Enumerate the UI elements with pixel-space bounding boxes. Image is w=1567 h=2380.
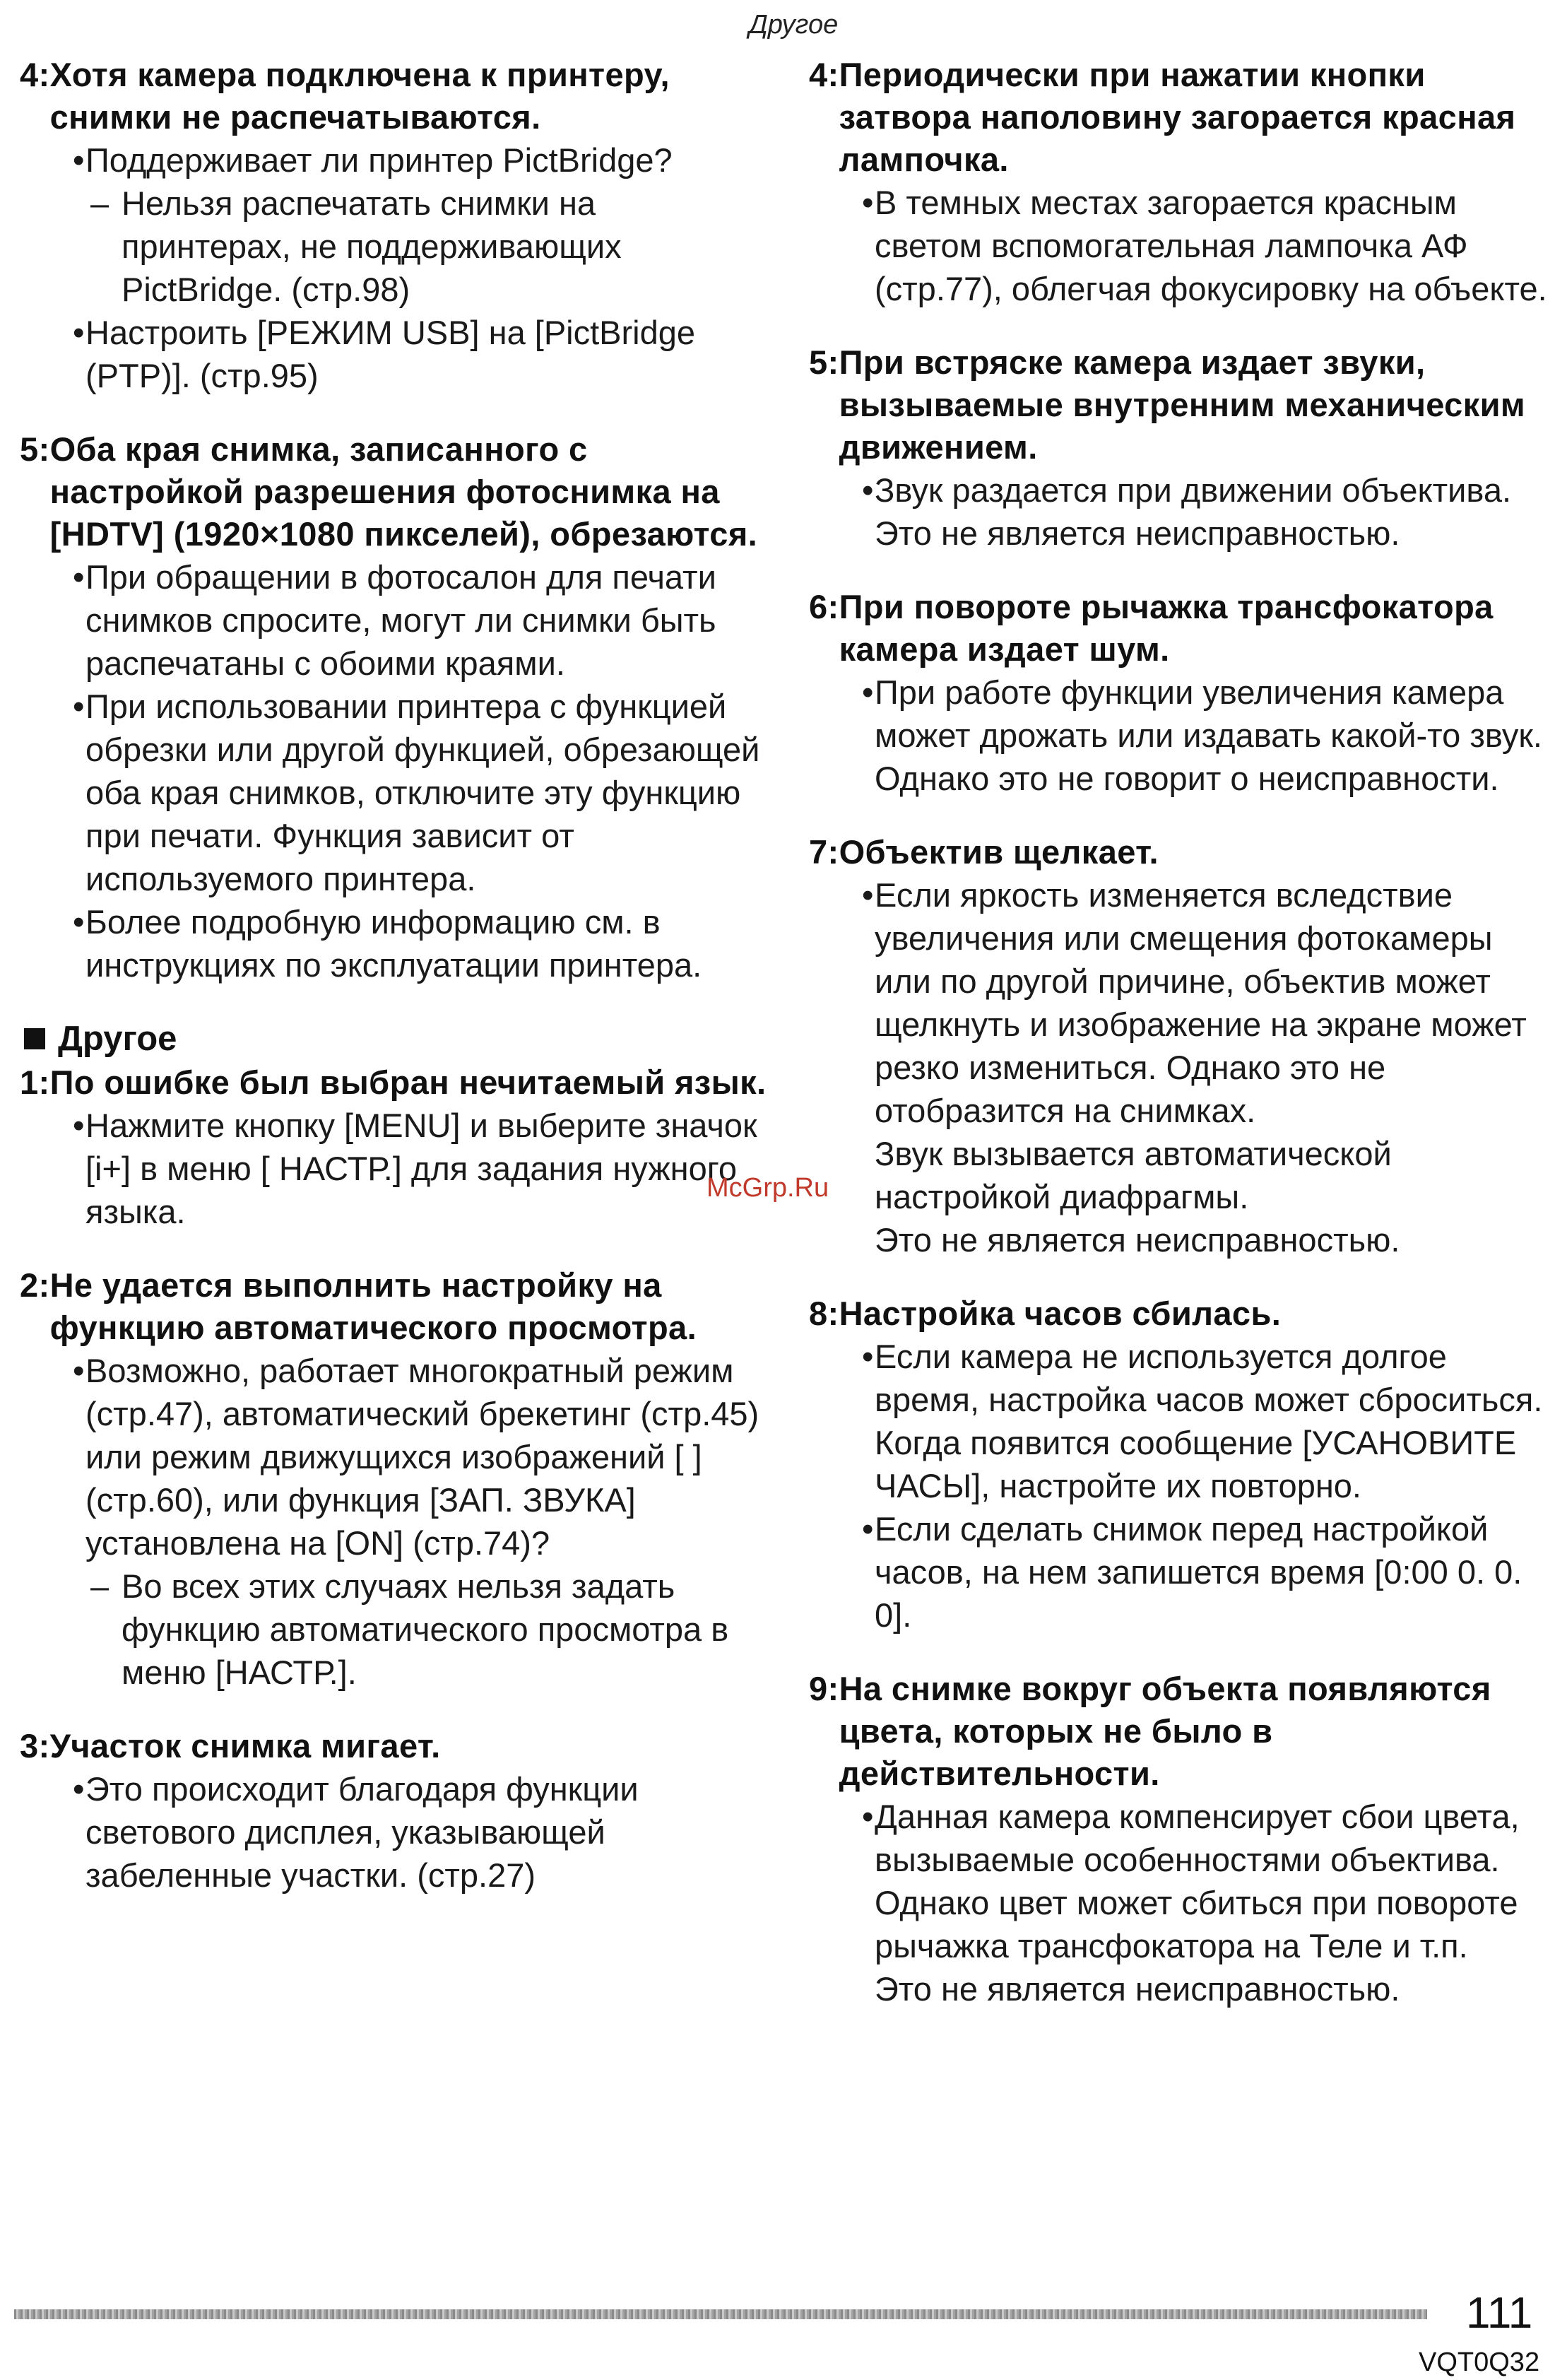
bullet-dot-icon: • (862, 1510, 874, 1548)
bullet-dot-icon: • (73, 141, 85, 179)
faq-question (809, 1668, 1551, 1795)
doc-code: VQT0Q32 (1419, 2347, 1540, 2377)
right-items (809, 54, 1551, 2010)
bullet-dot-icon: • (73, 903, 85, 941)
question-number: 7: (809, 833, 839, 871)
bullet-text: Звук раздается при движении объектива. (875, 471, 1512, 509)
faq-item (20, 1264, 769, 1694)
left-items-top (20, 54, 769, 986)
answer-bullet (862, 181, 1551, 310)
bullet-text: При обращении в фотосалон для печати снимков спросите, могут ли снимки быть распечатаны с обоими краями. (85, 558, 716, 682)
bullet-text: При использовании принтера с функцией обрезки или другой функцией, обрезающей оба края снимков, отключите эту функцию при печати. Функция зависит от используемого принтера. (85, 688, 760, 897)
watermark: McGrp.Ru (706, 1173, 829, 1203)
faq-item (809, 54, 1551, 310)
answer-bullet (862, 469, 1551, 512)
faq-question (809, 586, 1551, 671)
bullet-text: При работе функции увеличения камера может дрожать или издавать какой-то звук. Однако это не говорит о неисправности. (875, 673, 1542, 797)
page-number: 111 (1466, 2289, 1533, 2338)
faq-question (809, 341, 1551, 469)
faq-item (20, 1061, 769, 1233)
left-items-bottom (20, 1061, 769, 1897)
faq-question (809, 831, 1551, 873)
question-number: 1: (20, 1064, 50, 1101)
bullet-dot-icon: • (73, 1352, 85, 1389)
answer-bullet (862, 1795, 1551, 1967)
question-text: При встряске камера издает звуки, вызываемые внутренним механическим движением. (839, 343, 1526, 466)
question-number: 6: (809, 588, 839, 625)
question-text: Объектив щелкает. (839, 833, 1159, 871)
faq-item (809, 341, 1551, 555)
bullet-dot-icon: • (862, 471, 874, 509)
question-number: 3: (20, 1727, 50, 1765)
question-number: 5: (809, 343, 839, 381)
answer-bullet (73, 139, 769, 182)
faq-item (809, 586, 1551, 800)
bullet-text: Данная камера компенсирует сбои цвета, вызываемые особенностями объектива. Однако цвет может сбиться при повороте рычажка трансфокатора на Теле и т.п. (875, 1798, 1520, 1964)
faq-item (809, 1668, 1551, 2010)
answer-bullet (862, 1335, 1551, 1507)
faq-item (809, 1292, 1551, 1637)
faq-question (20, 1061, 769, 1104)
bullet-dot-icon: • (73, 1107, 85, 1144)
question-text: Хотя камера подключена к принтеру, снимки не распечатываются. (49, 56, 670, 136)
bullet-dot-icon: • (73, 1770, 85, 1808)
section-heading (20, 1018, 769, 1060)
answer-bullet (73, 685, 769, 900)
answer-bullet (73, 1104, 769, 1233)
question-number: 9: (809, 1670, 839, 1707)
page-header: Другое (749, 10, 839, 40)
question-number: 4: (20, 56, 50, 93)
left-column (20, 54, 769, 1928)
question-text: При повороте рычажка трансфокатора камера издает шум. (839, 588, 1494, 668)
bullet-text: Настроить [РЕЖИМ USB] на [PictBridge (PTP)]. (стр.95) (85, 314, 696, 394)
faq-question (20, 1725, 769, 1767)
sub-item-text: Во всех этих случаях нельзя задать функцию автоматического просмотра в меню [НАСТР.]. (122, 1567, 729, 1691)
dash-icon: – (90, 1567, 110, 1605)
answer-note: Звук вызывается автоматической настройкой диафрагмы. (875, 1135, 1392, 1215)
question-text: Настройка часов сбилась. (839, 1295, 1282, 1332)
bullet-dot-icon: • (862, 184, 874, 221)
question-number: 2: (20, 1266, 50, 1304)
question-text: На снимке вокруг объекта появляются цвета, которых не было в действительности. (839, 1670, 1491, 1792)
question-number: 4: (809, 56, 839, 93)
bullet-dot-icon: • (862, 1798, 874, 1835)
answer-bullet (73, 555, 769, 685)
bullet-text: Это происходит благодаря функции светового дисплея, указывающей забеленные участки. (стр.27) (85, 1770, 639, 1894)
faq-question (809, 54, 1551, 181)
faq-item (20, 428, 769, 986)
answer-bullet (73, 1349, 769, 1565)
faq-item (20, 54, 769, 397)
faq-question (20, 54, 769, 139)
footer-rule (14, 2309, 1427, 2319)
bullet-text: Более подробную информацию см. в инструкциях по эксплуатации принтера. (85, 903, 702, 984)
question-text: Не удается выполнить настройку на функцию автоматического просмотра. (49, 1266, 697, 1346)
bullet-dot-icon: • (862, 673, 874, 711)
bullet-text: Если яркость изменяется вследствие увеличения или смещения фотокамеры или по другой причине, объектив может щелкнуть и изображение на экране может резко измениться. Однако это не отобразится на снимках. (875, 876, 1527, 1129)
question-number: 8: (809, 1295, 839, 1332)
answer-bullet (73, 311, 769, 397)
question-number: 5: (20, 430, 50, 468)
section-title: Другое (58, 1020, 177, 1058)
bullet-text: В темных местах загорается красным светом вспомогательная лампочка АФ (стр.77), облегчая фокусировку на объекте. (875, 184, 1547, 307)
faq-question (20, 1264, 769, 1349)
faq-question (809, 1292, 1551, 1335)
sub-item-text: Нельзя распечатать снимки на принтерах, не поддерживающих PictBridge. (стр.98) (122, 184, 622, 308)
faq-question (20, 428, 769, 555)
answer-bullet (73, 1767, 769, 1897)
answer-bullet (862, 873, 1551, 1132)
square-bullet-icon (24, 1028, 45, 1049)
bullet-text: Нажмите кнопку [MENU] и выберите значок [i+] в меню [ НАСТР.] для задания нужного языка. (85, 1107, 757, 1230)
answer-bullet (862, 1507, 1551, 1637)
answer-sub-item (90, 182, 769, 311)
answer-bullet (73, 900, 769, 986)
bullet-dot-icon: • (73, 314, 85, 351)
bullet-text: Возможно, работает многократный режим (стр.47), автоматический брекетинг (стр.45) или режим движущихся изображений [ ] (стр.60), или функция [ЗАП. ЗВУКА] установлена на [ON] (стр.74)? (85, 1352, 759, 1562)
faq-item (20, 1725, 769, 1897)
faq-item (809, 831, 1551, 1261)
answer-note: Это не является неисправностью. (875, 1970, 1400, 2008)
question-text: По ошибке был выбран нечитаемый язык. (49, 1064, 767, 1101)
dash-icon: – (90, 184, 110, 222)
answer-bullet (862, 671, 1551, 800)
question-text: Периодически при нажатии кнопки затвора наполовину загорается красная лампочка. (839, 56, 1516, 178)
bullet-text: Поддерживает ли принтер PictBridge? (85, 141, 673, 179)
bullet-dot-icon: • (862, 876, 874, 914)
bullet-dot-icon: • (73, 688, 85, 725)
answer-note: Это не является неисправностью. (875, 514, 1400, 552)
bullet-dot-icon: • (73, 558, 85, 596)
bullet-text: Если камера не используется долгое время, настройка часов может сброситься. Когда появится сообщение [УСАНОВИТЕ ЧАСЫ], настройте их повторно. (875, 1338, 1543, 1504)
bullet-text: Если сделать снимок перед настройкой часов, на нем запишется время [0:00 0. 0. 0]. (875, 1510, 1522, 1634)
answer-note: Это не является неисправностью. (875, 1221, 1400, 1259)
right-column (809, 54, 1551, 2042)
bullet-dot-icon: • (862, 1338, 874, 1375)
answer-sub-item (90, 1565, 769, 1694)
question-text: Участок снимка мигает. (49, 1727, 441, 1765)
question-text: Оба края снимка, записанного с настройкой разрешения фотоснимка на [HDTV] (1920×1080 пикселей), обрезаются. (49, 430, 758, 553)
